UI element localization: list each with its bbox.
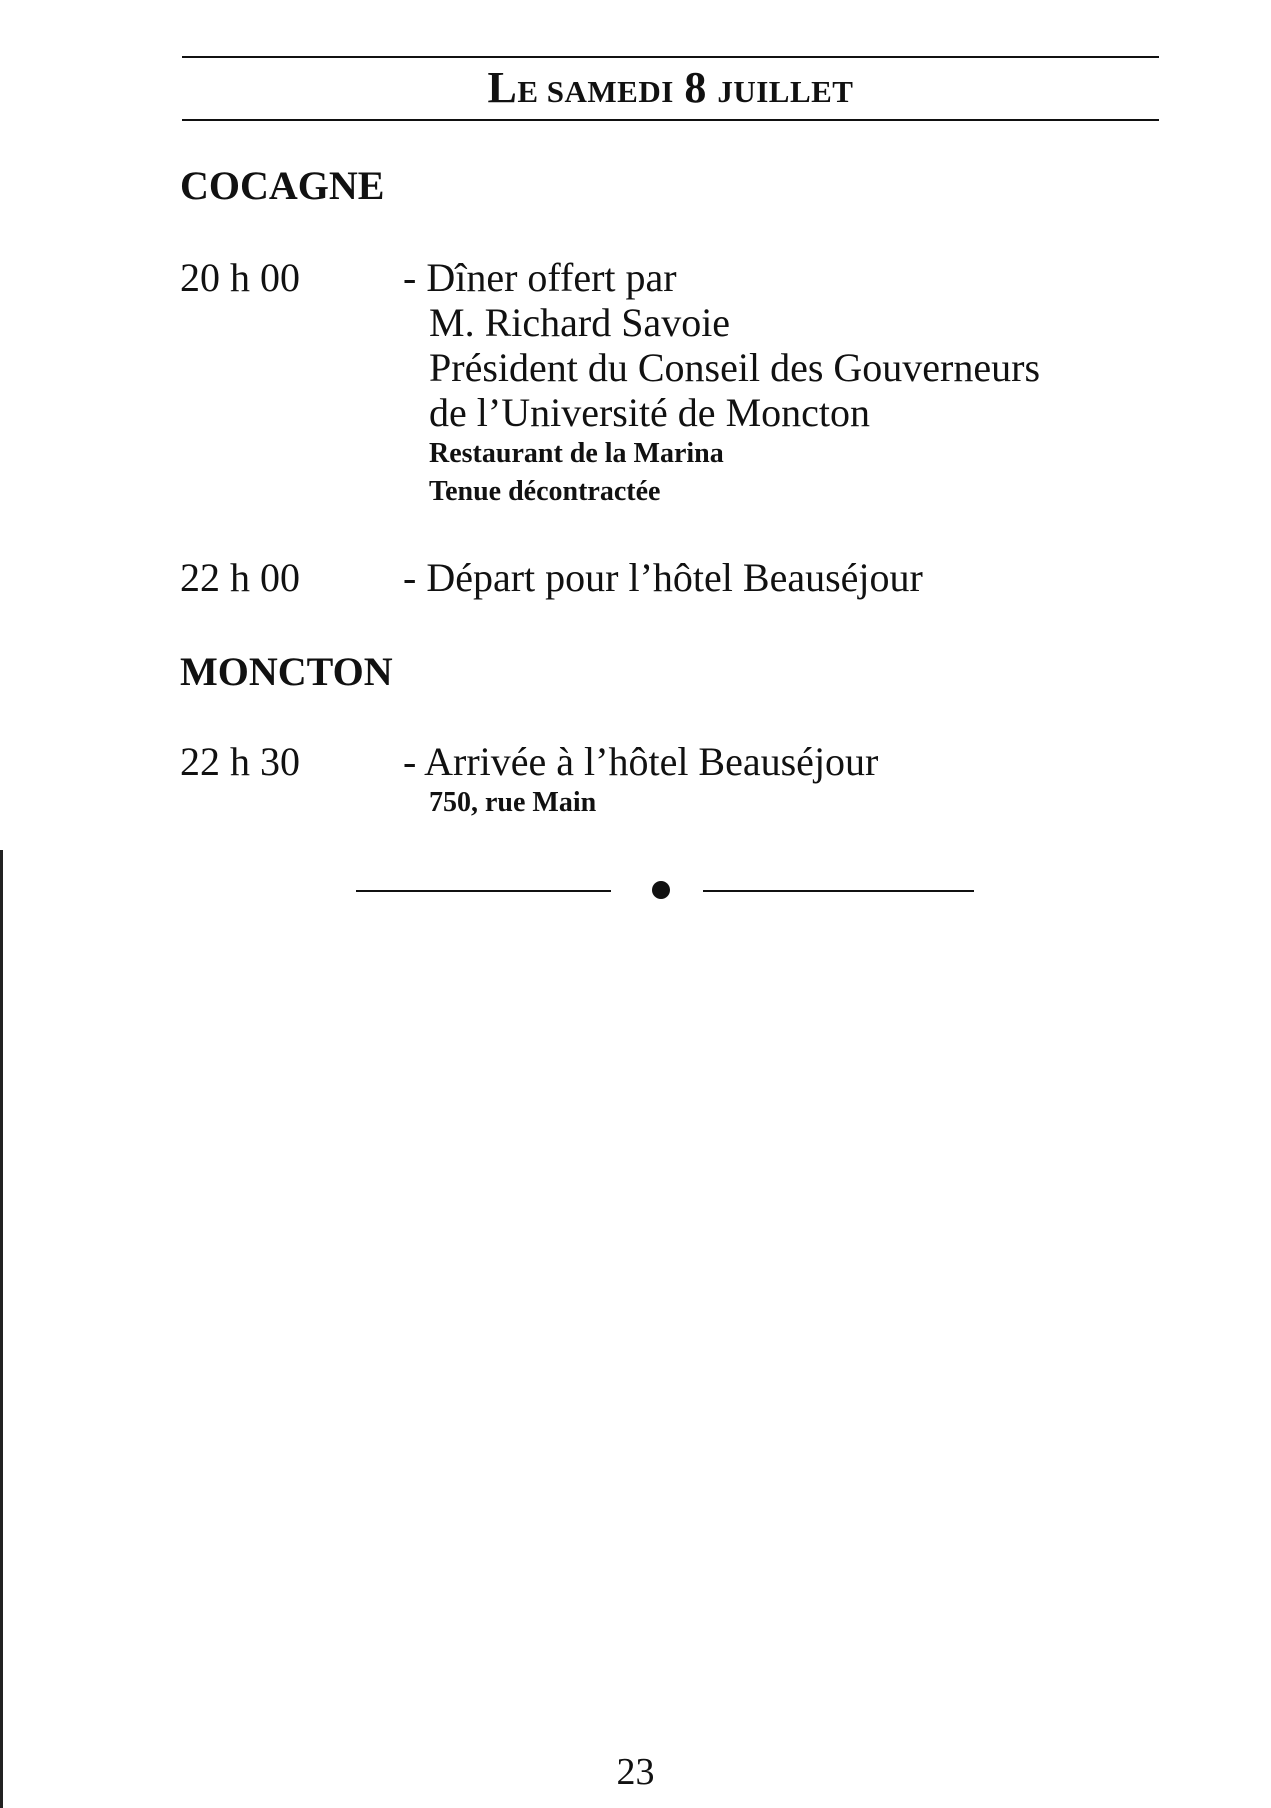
schedule-entry-arrival — [403, 739, 878, 822]
separator-line-left — [356, 890, 611, 892]
section-title-cocagne: COCAGNE — [180, 163, 385, 208]
schedule-entry-departure — [403, 555, 923, 600]
title-number: 8 — [684, 63, 707, 112]
page-number: 23 — [616, 1751, 655, 1793]
page-title — [182, 64, 1159, 116]
page-edge-shadow — [0, 850, 3, 1808]
title-day: E SAMEDI — [517, 74, 674, 109]
title-month: JUILLET — [717, 74, 854, 109]
entry-time: 22 h 30 — [180, 739, 300, 784]
entry-time: 20 h 00 — [180, 255, 300, 300]
entry-line: - Dîner offert par — [403, 255, 677, 300]
section-title-moncton: MONCTON — [180, 649, 393, 694]
title-initial: L — [487, 63, 518, 112]
entry-note-address: 750, rue Main — [429, 787, 597, 818]
header-bottom-rule — [182, 119, 1159, 121]
entry-time: 22 h 00 — [180, 555, 300, 600]
entry-line: de l’Université de Moncton — [429, 390, 870, 435]
entry-note-location: Restaurant de la Marina — [429, 438, 724, 469]
header-top-rule — [182, 56, 1159, 58]
schedule-entry-dinner — [403, 255, 1040, 511]
separator-dot — [652, 881, 670, 899]
entry-line: Président du Conseil des Gouverneurs — [429, 345, 1041, 390]
separator-line-right — [703, 890, 974, 892]
entry-note-dress-code: Tenue décontractée — [429, 476, 661, 507]
entry-line: - Départ pour l’hôtel Beauséjour — [403, 555, 923, 600]
entry-line: M. Richard Savoie — [429, 300, 731, 345]
entry-line: - Arrivée à l’hôtel Beauséjour — [403, 739, 879, 784]
